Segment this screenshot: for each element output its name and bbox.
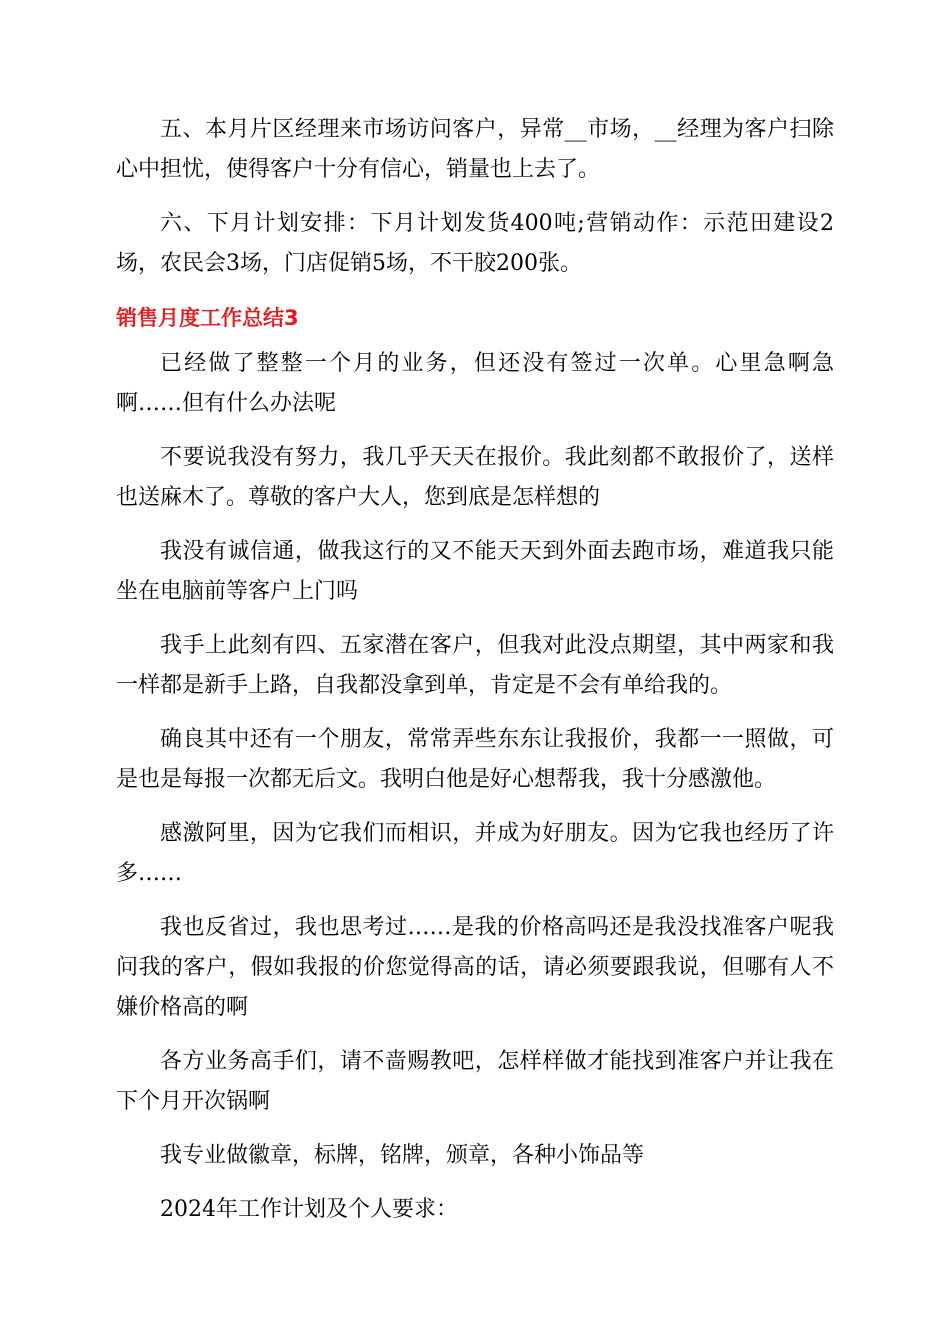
paragraph-5: 五、本月片区经理来市场访问客户，异常__市场，__经理为客户扫除心中担忧，使得客户十分有信心，销量也上去了。	[116, 117, 834, 182]
paragraph: 已经做了整整一个月的业务，但还没有签过一次单。心里急啊急啊……但有什么办法呢	[116, 351, 834, 416]
document-page	[116, 110, 834, 1244]
paragraph: 我也反省过，我也思考过……是我的价格高吗还是我没找准客户呢我问我的客户，假如我报的价您觉得高的话，请必须要跟我说，但哪有人不嫌价格高的啊	[116, 915, 834, 1020]
paragraph-6: 六、下月计划安排：下月计划发货400吨;营销动作：示范田建设2场，农民会3场，门店促销5场，不干胶200张。	[116, 211, 834, 276]
paragraph: 不要说我没有努力，我几乎天天在报价。我此刻都不敢报价了，送样也送麻木了。尊敬的客户大人，您到底是怎样想的	[116, 445, 834, 510]
paragraph: 各方业务高手们，请不啬赐教吧，怎样样做才能找到准客户并让我在下个月开次锅啊	[116, 1049, 834, 1114]
section-heading: 销售月度工作总结3	[116, 306, 299, 330]
paragraph: 我专业做徽章，标牌，铭牌，颁章，各种小饰品等	[160, 1143, 645, 1168]
paragraph: 我手上此刻有四、五家潜在客户，但我对此没点期望，其中两家和我一样都是新手上路，自我都没拿到单，肯定是不会有单给我的。	[116, 633, 834, 698]
paragraph: 2024年工作计划及个人要求：	[160, 1197, 458, 1222]
paragraph: 确良其中还有一个朋友，常常弄些东东让我报价，我都一一照做，可是也是每报一次都无后文。我明白他是好心想帮我，我十分感激他。	[116, 727, 834, 792]
paragraph: 我没有诚信通，做我这行的又不能天天到外面去跑市场，难道我只能坐在电脑前等客户上门吗	[116, 539, 834, 604]
paragraph: 感激阿里，因为它我们而相识，并成为好朋友。因为它我也经历了许多……	[116, 821, 834, 886]
